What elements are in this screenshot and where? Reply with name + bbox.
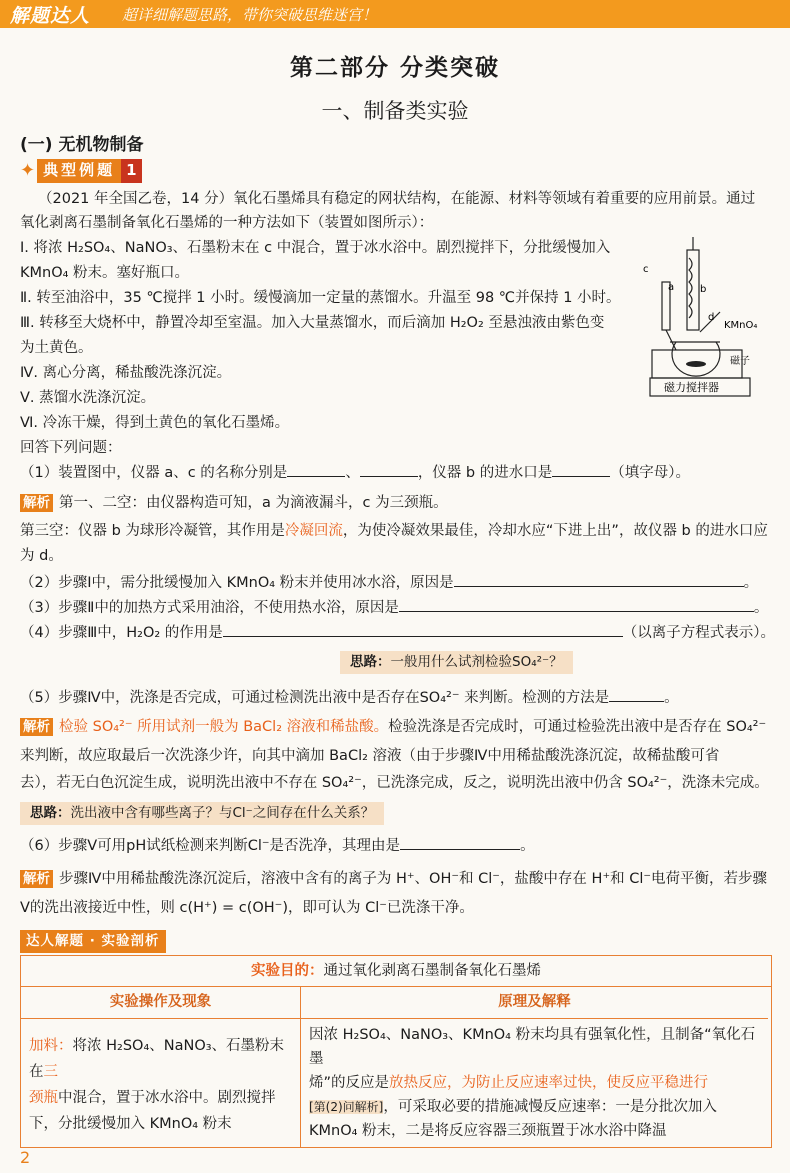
answer-6-line-2: Ⅴ的洗出液接近中性，则 c(H⁺) = c(OH⁻)，即可认为 Cl⁻已洗涤干净。 — [20, 900, 474, 916]
problem-intro-2: 氧化剥离石墨制备氧化石墨烯的一种方法如下（装置如图所示）： — [20, 215, 434, 231]
label-a: a — [668, 282, 675, 293]
step-3b: 为土黄色。 — [20, 340, 93, 356]
answer-5-line-1: 解析 检验 SO₄²⁻ 所用试剂一般为 BaCl₂ 溶液和稀盐酸。检验洗涤是否完成时，可通过检验洗出液中是否存在 SO₄²⁻ — [20, 716, 766, 738]
label-stirrer: 磁力搅拌器 — [664, 381, 719, 394]
part-title: 第二部分 分类突破 — [289, 54, 500, 81]
sub-title: (一) 无机物制备 — [20, 135, 144, 155]
answer-5-line-3: 去），若无白色沉淀生成，说明洗出液中不存在 SO₄²⁻，已洗涤完成，反之，说明洗出液中仍含 SO₄²⁻，洗涤未完成。 — [20, 775, 769, 791]
answer-1-line-1: 解析 第一、二空：由仪器构造可知，a 为滴液漏斗，c 为三颈瓶。 — [20, 492, 448, 514]
step-6: Ⅵ. 冷冻干燥，得到土黄色的氧化石墨烯。 — [20, 415, 290, 431]
question-1: （1）装置图中，仪器 a、c 的名称分别是 、 ，仪器 b 的进水口是 （填字母）。 — [20, 462, 690, 484]
apparatus-diagram — [640, 232, 780, 402]
analysis-tag: 解析 — [20, 494, 53, 512]
answer-1-line-3: 为 d。 — [20, 548, 63, 564]
section-title: 一、制备类实验 — [321, 99, 469, 123]
example-label: 典型例题 — [37, 159, 121, 182]
thinking-hint-1: 思路：一般用什么试剂检验SO₄²⁻？ — [340, 651, 573, 674]
answer-1-line-2: 第三空：仪器 b 为球形冷凝管，其作用是冷凝回流，为使冷凝效果最佳，冷却水应“下进上出”，故仪器 b 的进水口应 — [20, 523, 768, 539]
label-magnet: 磁子 — [730, 356, 750, 367]
step-1b: KMnO₄ 粉末。塞好瓶口。 — [20, 265, 190, 281]
step-1a: Ⅰ. 将浓 H₂SO₄、NaNO₃、石墨粉末在 c 中混合，置于冰水浴中。剧烈搅拌下，分批缓慢加入 — [20, 240, 611, 256]
table-cell-principle: 因浓 H₂SO₄、NaNO₃、KMnO₄ 粉末均具有强氧化性，且制备“氧化石墨 烯”的反应是放热反应，为防止反应速率过快，使反应平稳进行 [第(2)问解析]，可采取必要的措施减慢反应速率：一是分批次加入 KMnO₄ 粉末，二是将反应容器三颈瓶置于冰水浴中降温 — [309, 1026, 756, 1139]
question-prompt: 回答下列问题： — [20, 440, 122, 456]
question-4: （4）步骤Ⅲ中，H₂O₂ 的作用是 （以离子方程式表示）。 — [20, 622, 775, 644]
question-5: （5）步骤Ⅳ中，洗涤是否完成，可通过检测洗出液中是否存在SO₄²⁻ 来判断。检测的方法是 。 — [20, 687, 679, 709]
step-2: Ⅱ. 转至油浴中，35 ℃搅拌 1 小时。缓慢滴加一定量的蒸馏水。升温至 98 ℃并保持 1 小时。 — [20, 290, 621, 306]
star-icon: ✦ — [20, 160, 36, 182]
example-number: 1 — [121, 159, 141, 182]
label-b: b — [700, 284, 707, 295]
header-slogan: 超详细解题思路，带你突破思维迷宫！ — [122, 6, 378, 24]
brand-logo: 解题达人 — [10, 5, 91, 27]
thinking-hint-2: 思路：洗出液中含有哪些离子？与Cl⁻之间存在什么关系？ — [20, 802, 384, 825]
table-purpose: 实验目的：通过氧化剥离石墨制备氧化石墨烯 — [21, 956, 771, 987]
label-kmno4: KMnO₄ — [724, 320, 758, 331]
table-header-operation: 实验操作及现象 — [21, 987, 301, 1018]
answer-5-line-2: 来判断，故应取最后一次洗涤少许，向其中滴加 BaCl₂ 溶液（由于步骤Ⅳ中用稀盐酸洗涤沉淀，故稀盐酸可省 — [20, 748, 720, 764]
table-header-principle: 原理及解释 — [301, 987, 768, 1018]
question-6: （6）步骤Ⅴ可用pH试纸检测来判断Cl⁻是否洗净，其理由是 。 — [20, 835, 535, 857]
step-3a: Ⅲ. 转移至大烧杯中，静置冷却至室温。加入大量蒸馏水，而后滴加 H₂O₂ 至悬浊液由紫色变 — [20, 315, 605, 331]
table-cell-operation: 加料：将浓 H₂SO₄、NaNO₃、石墨粉末在三 颈瓶中混合，置于冰水浴中。剧烈搅拌 下，分批缓慢加入 KMnO₄ 粉末 — [21, 1019, 301, 1147]
example-tag — [20, 160, 142, 182]
page-number: 2 — [20, 1148, 31, 1167]
label-d: d — [708, 312, 715, 323]
question-2: （2）步骤Ⅰ中，需分批缓慢加入 KMnO₄ 粉末并使用冰水浴，原因是 。 — [20, 572, 758, 594]
label-c: c — [643, 264, 649, 275]
analysis-table — [20, 955, 772, 1148]
step-5: Ⅴ. 蒸馏水洗涤沉淀。 — [20, 390, 156, 406]
header-bar — [0, 0, 790, 28]
question-3: （3）步骤Ⅱ中的加热方式采用油浴，不使用热水浴，原因是 。 — [20, 597, 768, 619]
problem-intro-1: （2021 年全国乙卷，14 分）氧化石墨烯具有稳定的网状结构，在能源、材料等领域有着重要的应用前景。通过 — [38, 191, 756, 207]
answer-6-line-1: 解析 步骤Ⅳ中用稀盐酸洗涤沉淀后，溶液中含有的离子为 H⁺、OH⁻和 Cl⁻，盐酸中存在 H⁺和 Cl⁻电荷平衡，若步骤 — [20, 868, 767, 890]
experiment-analysis-tag: 达人解题 · 实验剖析 — [20, 930, 166, 953]
step-4: Ⅳ. 离心分离，稀盐酸洗涤沉淀。 — [20, 365, 232, 381]
